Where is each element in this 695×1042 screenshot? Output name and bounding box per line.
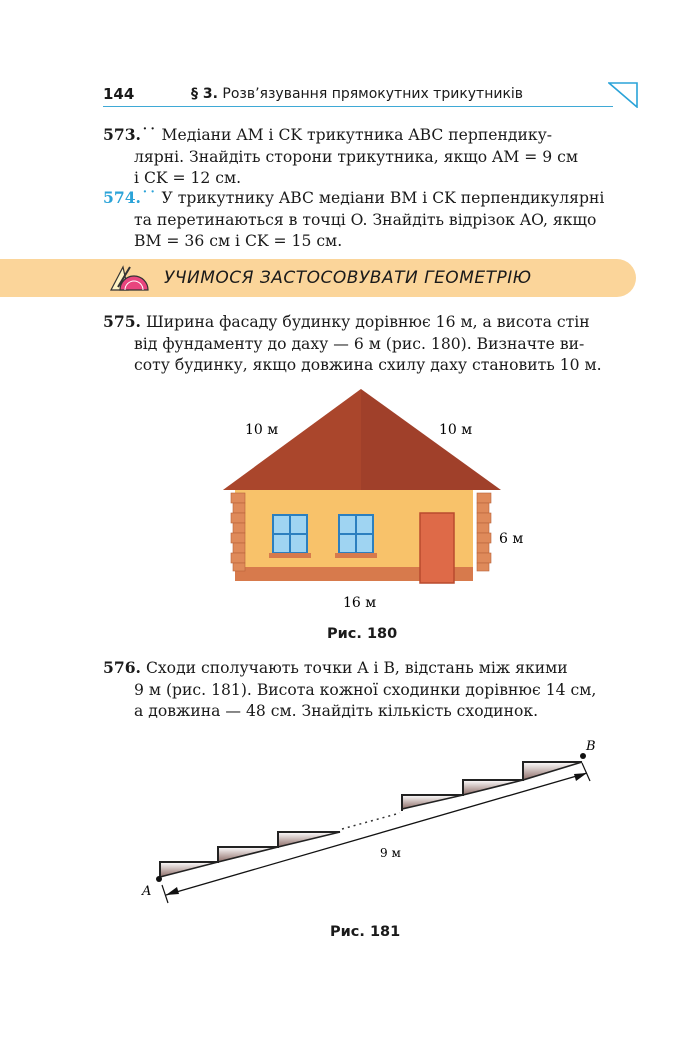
figure-181-caption: Рис. 181: [330, 924, 401, 940]
stair-dotted-gap: [342, 813, 400, 829]
problem-573-line1: 573.˙˙ Медіани AM і CK трикутника ABC перпендику-: [103, 125, 553, 144]
point-a: [156, 876, 162, 882]
dimension-arrow-left: [166, 887, 179, 895]
dimension-arrow-right: [574, 773, 587, 781]
window-right: [335, 515, 377, 558]
problem-575-line3: соту будинку, якщо довжина схилу даху становить 10 м.: [134, 356, 602, 374]
corner-triangle-icon: [608, 82, 638, 108]
problem-576-line2: 9 м (рис. 181). Висота кожної сходинки дорівнює 14 см,: [134, 680, 597, 699]
section-title: § 3. Розв’язування прямокутних трикутників: [191, 86, 524, 102]
banner-title: УЧИМОСЯ ЗАСТОСОВУВАТИ ГЕОМЕТРІЮ: [164, 268, 532, 288]
label-wall-height: 6 м: [499, 531, 524, 547]
problem-574-line1: 574.˙˙ У трикутнику ABC медіани BM і CK перпендикулярні: [103, 188, 605, 207]
problem-576-line3: а довжина — 48 см. Знайдіть кількість сходинок.: [134, 702, 539, 720]
problem-576-line1: 576. Сходи сполучають точки A і B, відстань між якими: [103, 658, 568, 677]
figure-181-stairs: [130, 735, 610, 905]
label-roof-right: 10 м: [439, 422, 473, 438]
problem-574: [103, 187, 635, 253]
label-width: 16 м: [343, 595, 377, 611]
problem-575: [103, 311, 635, 377]
dimension-line: [166, 773, 587, 895]
geometry-tools-icon: [108, 263, 150, 293]
problem-573: [103, 124, 635, 190]
problem-574-line3: BM = 36 см і CK = 15 см.: [134, 232, 343, 250]
figure-180-house: [215, 385, 535, 615]
figure-180-caption: Рис. 180: [327, 626, 398, 642]
brick-pillar-right: [477, 493, 491, 571]
window-left: [269, 515, 311, 558]
problem-575-line1: 575. Ширина фасаду будинку дорівнює 16 м, а висота стін: [103, 312, 590, 331]
problem-573-line2: лярні. Знайдіть сторони трикутника, якщо AM = 9 см: [134, 147, 579, 166]
section-banner: [0, 259, 636, 297]
label-point-a: A: [142, 884, 152, 899]
problem-576: [103, 657, 635, 723]
problem-575-line2: від фундаменту до даху — 6 м (рис. 180). Визначте ви-: [134, 334, 585, 353]
brick-pillar-left: [231, 493, 245, 571]
stair-steps-upper: [402, 762, 582, 809]
label-roof-left: 10 м: [245, 422, 279, 438]
header-rule: [103, 106, 613, 107]
page-header: [103, 82, 638, 108]
problem-574-line2: та перетинаються в точці O. Знайдіть відрізок AO, якщо: [134, 210, 597, 229]
label-point-b: B: [586, 739, 596, 754]
label-distance: 9 м: [380, 846, 401, 860]
house-door: [420, 513, 454, 583]
page-number: 144: [103, 85, 135, 103]
problem-573-line3: і CK = 12 см.: [134, 169, 242, 187]
